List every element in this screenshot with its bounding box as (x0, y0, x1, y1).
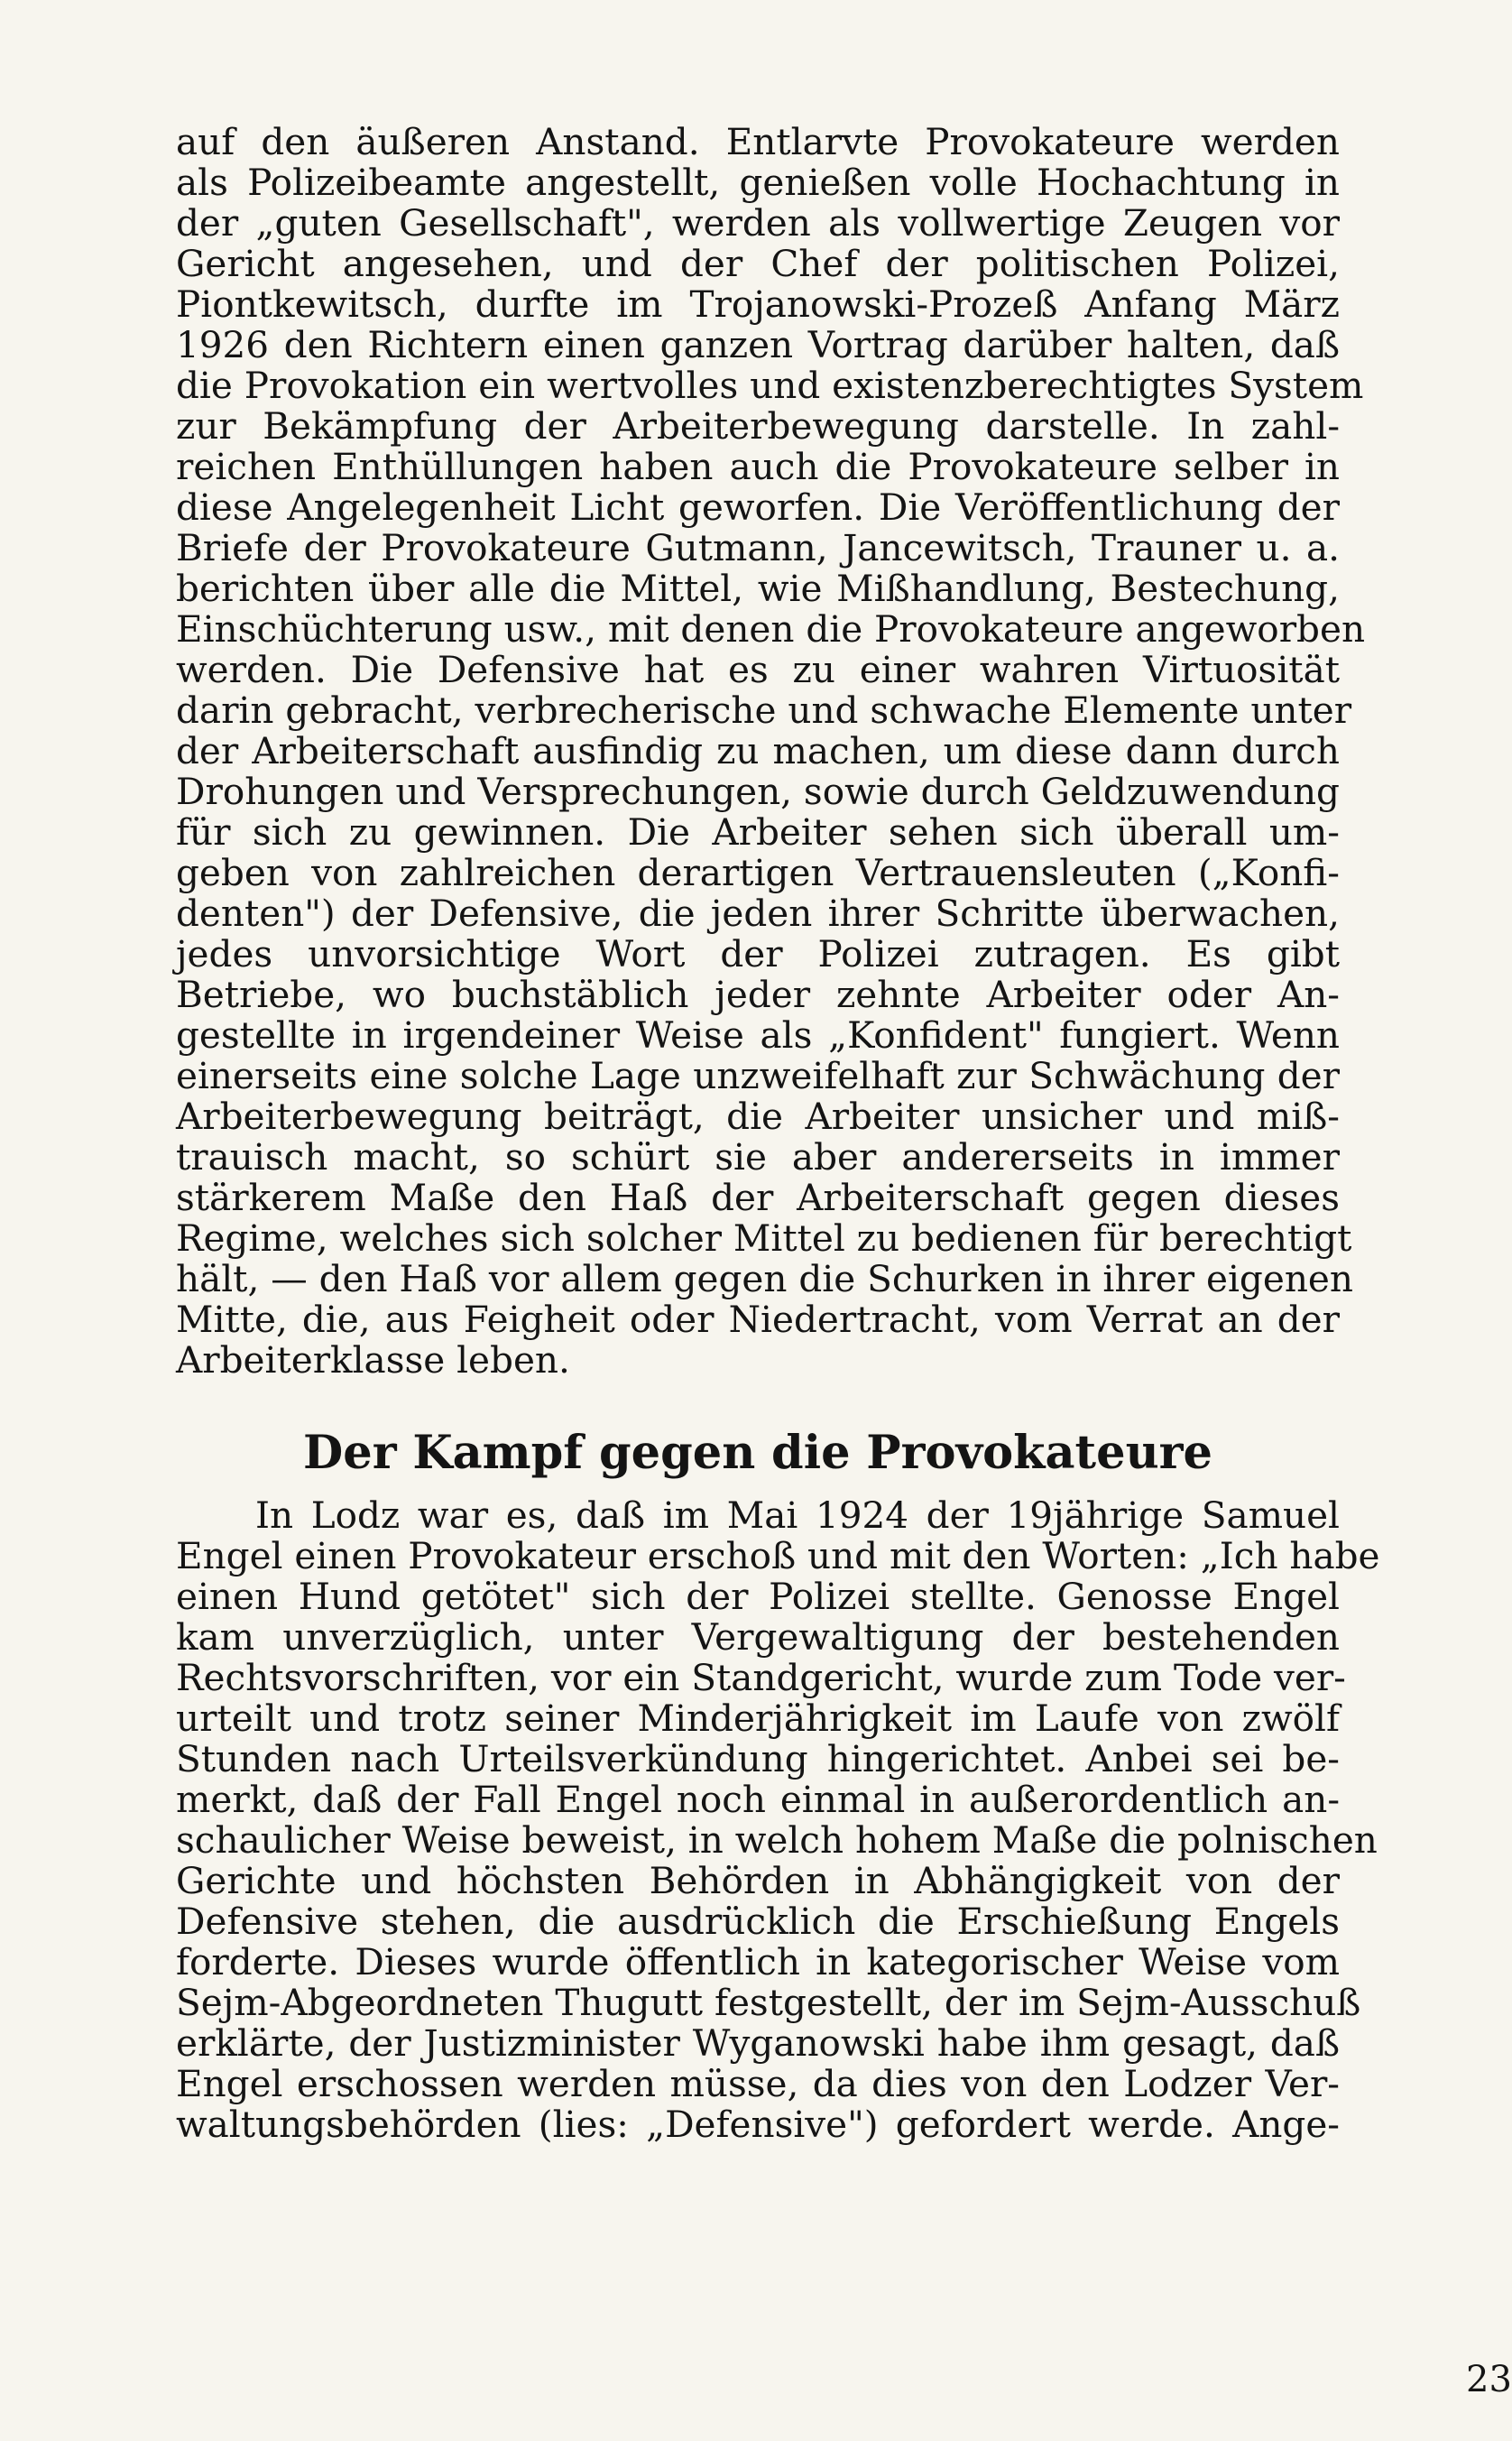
text-line: reichen Enthüllungen haben auch die Provokateure selber in (176, 445, 1340, 488)
text-line: merkt, daß der Fall Engel noch einmal in außerordentlich an- (176, 1778, 1340, 1821)
text-line: Sejm-Abgeordneten Thugutt festgestellt, der im Sejm-Ausschuß (176, 1981, 1361, 2024)
paragraph-engel-case (176, 1493, 1380, 2146)
text-line: hält, — den Haß vor allem gegen die Schurken in ihrer eigenen (176, 1257, 1353, 1300)
section-heading: Der Kampf gegen die Provokateure (303, 1426, 1212, 1480)
text-line: forderte. Dieses wurde öffentlich in kategorischer Weise vom (176, 1940, 1340, 1983)
text-line: einerseits eine solche Lage unzweifelhaft zur Schwächung der (176, 1054, 1340, 1097)
text-line: berichten über alle die Mittel, wie Mißhandlung, Bestechung, (176, 567, 1340, 610)
text-line: Drohungen und Versprechungen, sowie durch Geldzuwendung (176, 770, 1340, 813)
book-page (176, 120, 1512, 2400)
text-line: In Lodz war es, daß im Mai 1924 der 19jährige Samuel (255, 1493, 1340, 1537)
text-line: als Polizeibeamte angestellt, genießen volle Hochachtung in (176, 161, 1340, 204)
text-line: Gerichte und höchsten Behörden in Abhängigkeit von der (176, 1859, 1340, 1902)
text-line: Betriebe, wo buchstäblich jeder zehnte Arbeiter oder An- (176, 973, 1340, 1016)
text-line: geben von zahlreichen derartigen Vertrauensleuten („Konfi- (176, 851, 1340, 894)
text-line: Briefe der Provokateure Gutmann, Jancewitsch, Trauner u. a. (176, 526, 1340, 569)
text-line: der „guten Gesellschaft", werden als vollwertige Zeugen vor (176, 201, 1340, 245)
text-line: jedes unvorsichtige Wort der Polizei zutragen. Es gibt (176, 932, 1340, 975)
page-number: 23 (1466, 2359, 1512, 2400)
text-line: auf den äußeren Anstand. Entlarvte Provokateure werden (176, 120, 1340, 163)
text-line: Engel einen Provokateur erschoß und mit den Worten: „Ich habe (176, 1534, 1380, 1577)
text-line: der Arbeiterschaft ausfindig zu machen, um diese dann durch (176, 729, 1340, 772)
text-line: Einschüchterung usw., mit denen die Provokateure angeworben (176, 607, 1366, 651)
text-line: Regime, welches sich solcher Mittel zu bedienen für berechtigt (176, 1216, 1352, 1260)
text-line: stärkerem Maße den Haß der Arbeiterschaft gegen dieses (176, 1176, 1340, 1219)
text-line: 1926 den Richtern einen ganzen Vortrag darüber halten, daß (176, 323, 1340, 366)
text-line: für sich zu gewinnen. Die Arbeiter sehen sich überall um- (176, 810, 1340, 854)
text-line: zur Bekämpfung der Arbeiterbewegung darstelle. In zahl- (176, 404, 1340, 448)
text-line: Arbeiterbewegung beiträgt, die Arbeiter unsicher und miß- (176, 1095, 1340, 1138)
text-line: Piontkewitsch, durfte im Trojanowski-Prozeß Anfang März (176, 282, 1340, 326)
text-line: Defensive stehen, die ausdrücklich die Erschießung Engels (176, 1900, 1340, 1943)
text-line: kam unverzüglich, unter Vergewaltigung der bestehenden (176, 1615, 1340, 1659)
text-line: urteilt und trotz seiner Minderjährigkeit im Laufe von zwölf (176, 1697, 1340, 1740)
text-line: Arbeiterklasse leben. (176, 1338, 570, 1382)
text-line: Gericht angesehen, und der Chef der politischen Polizei, (176, 242, 1340, 285)
text-line: schaulicher Weise beweist, in welch hohem Maße die polnischen (176, 1818, 1378, 1862)
text-line: waltungsbehörden (lies: „Defensive") gefordert werde. Ange- (176, 2103, 1340, 2146)
text-line: Mitte, die, aus Feigheit oder Niedertracht, vom Verrat an der (176, 1298, 1340, 1341)
text-line: diese Angelegenheit Licht geworfen. Die Veröffentlichung der (176, 485, 1340, 529)
text-line: trauisch macht, so schürt sie aber andererseits in immer (176, 1135, 1340, 1179)
text-line: einen Hund getötet" sich der Polizei stellte. Genosse Engel (176, 1575, 1340, 1618)
text-line: darin gebracht, verbrecherische und schwache Elemente unter (176, 689, 1352, 732)
text-line: erklärte, der Justizminister Wyganowski habe ihm gesagt, daß (176, 2021, 1340, 2065)
text-line: gestellte in irgendeiner Weise als „Konfident" fungiert. Wenn (176, 1013, 1340, 1057)
text-line: die Provokation ein wertvolles und existenzberechtigtes System (176, 364, 1364, 407)
text-line: Engel erschossen werden müsse, da dies von den Lodzer Ver- (176, 2062, 1340, 2105)
text-line: Rechtsvorschriften, vor ein Standgericht, wurde zum Tode ver- (176, 1656, 1346, 1699)
text-line: Stunden nach Urteilsverkündung hingerichtet. Anbei sei be- (176, 1737, 1340, 1780)
text-line: werden. Die Defensive hat es zu einer wahren Virtuosität (176, 648, 1340, 691)
paragraph-provocateurs (176, 120, 1366, 1382)
text-line: denten") der Defensive, die jeden ihrer Schritte überwachen, (176, 892, 1340, 935)
